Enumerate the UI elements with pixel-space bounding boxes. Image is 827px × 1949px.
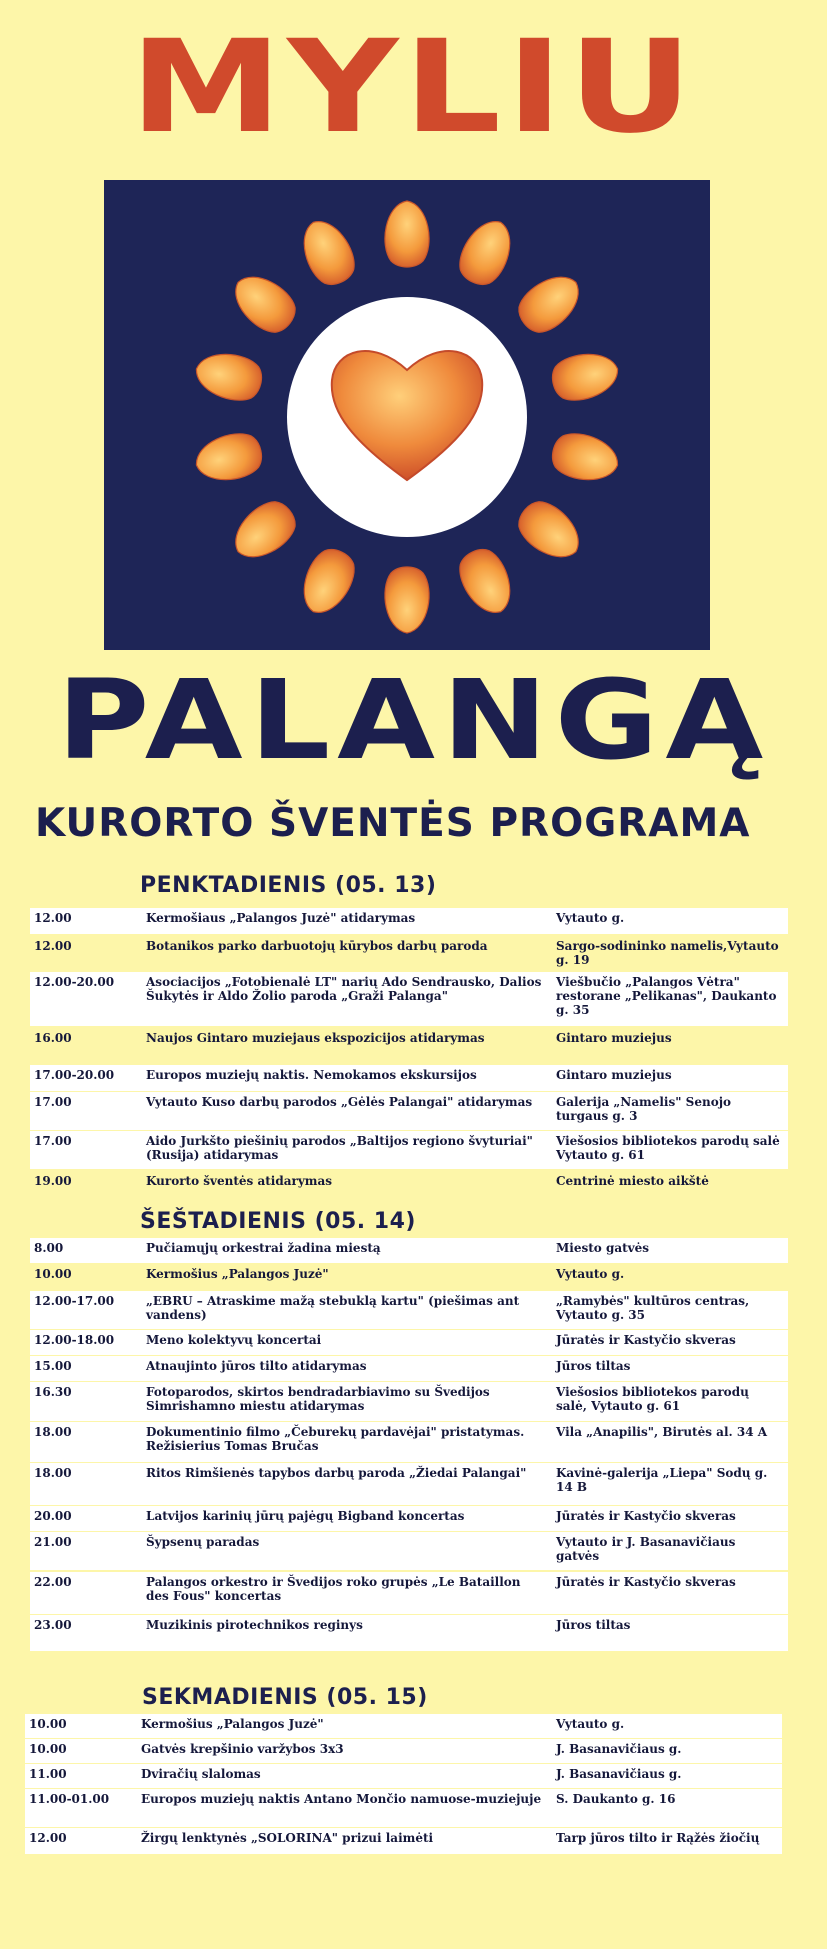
program-title: KURORTO ŠVENTĖS PROGRAMA	[35, 801, 751, 846]
event-location: Kavinė-galerija „Liepa" Sodų g. 14 B	[556, 1466, 768, 1494]
day-heading: ŠEŠTADIENIS (05. 14)	[140, 1209, 416, 1234]
schedule-row	[30, 972, 788, 1026]
sun-heart-artwork	[104, 180, 710, 650]
schedule-row	[30, 1615, 788, 1651]
event-location: Vytauto g.	[556, 1717, 625, 1731]
schedule-row	[30, 1506, 788, 1531]
event-description: Dokumentinio filmo „Čeburekų pardavėjai" pristatymas. Režisierius Tomas Bručas	[146, 1425, 525, 1453]
schedule-row	[30, 908, 788, 934]
event-description: Aido Jurkšto piešinių parodos „Baltijos regiono švyturiai" (Rusija) atidarymas	[146, 1134, 533, 1162]
event-time: 17.00-20.00	[34, 1068, 115, 1082]
event-location: Jūros tiltas	[556, 1359, 631, 1373]
schedule-row	[25, 1828, 782, 1854]
event-time: 17.00	[34, 1134, 72, 1148]
schedule-row	[30, 1422, 788, 1462]
event-location: Vytauto g.	[556, 1267, 625, 1281]
event-time: 10.00	[34, 1267, 72, 1281]
schedule-row	[30, 1382, 788, 1421]
sun-petal	[548, 429, 622, 487]
sun-petal	[452, 213, 520, 292]
sun-petal	[224, 265, 303, 341]
event-description: Botanikos parko darbuotojų kūrybos darbų paroda	[146, 939, 488, 953]
event-time: 11.00-01.00	[29, 1792, 110, 1806]
event-location: Galerija „Namelis" Senojo turgaus g. 3	[556, 1095, 732, 1123]
sun-petal	[511, 265, 590, 341]
schedule-row	[30, 1171, 788, 1197]
event-location: Viešosios bibliotekos parodų salė, Vytauto g. 61	[556, 1385, 749, 1413]
sun-heart-illustration	[104, 180, 710, 650]
event-description: Europos muziejų naktis Antano Mončio namuose-muziejuje	[141, 1792, 542, 1806]
schedule-row	[30, 1092, 788, 1130]
event-location: Vila „Anapilis", Birutės al. 34 A	[556, 1425, 768, 1439]
event-description: Žirgų lenktynės „SOLORINA" prizui laimėti	[141, 1831, 434, 1845]
event-location: Vytauto ir J. Basanavičiaus gatvės	[556, 1535, 736, 1563]
sun-petal	[548, 347, 622, 405]
schedule-row	[30, 1238, 788, 1263]
schedule-row	[30, 1065, 788, 1091]
event-description: Kermošius „Palangos Juzė"	[146, 1267, 329, 1281]
event-description: Naujos Gintaro muziejaus ekspozicijos atidarymas	[146, 1031, 485, 1045]
schedule-row	[30, 936, 788, 969]
event-location: S. Daukanto g. 16	[556, 1792, 676, 1806]
event-time: 18.00	[34, 1466, 72, 1480]
event-time: 21.00	[34, 1535, 72, 1549]
schedule-row	[30, 1463, 788, 1505]
event-time: 12.00	[34, 939, 72, 953]
poster-title-top: MYLIU	[129, 13, 698, 162]
sun-petal	[385, 201, 429, 267]
event-time: 12.00-20.00	[34, 975, 115, 989]
event-description: Šypsenų paradas	[146, 1535, 260, 1549]
event-time: 15.00	[34, 1359, 72, 1373]
sun-petal	[511, 493, 590, 569]
event-time: 16.30	[34, 1385, 72, 1399]
schedule-row	[30, 1028, 788, 1062]
event-description: Gatvės krepšinio varžybos 3x3	[141, 1742, 344, 1756]
sun-petal	[192, 429, 266, 487]
event-time: 17.00	[34, 1095, 72, 1109]
event-description: Fotoparodos, skirtos bendradarbiavimo su Švedijos Simrishamno miestu atidarymas	[146, 1385, 490, 1413]
day-heading: PENKTADIENIS (05. 13)	[140, 873, 437, 898]
schedule-row	[30, 1356, 788, 1381]
event-time: 11.00	[29, 1767, 67, 1781]
event-description: Atnaujinto jūros tilto atidarymas	[146, 1359, 367, 1373]
schedule-row	[30, 1131, 788, 1169]
sun-petal	[293, 543, 361, 622]
event-location: Jūratės ir Kastyčio skveras	[556, 1575, 736, 1589]
event-location: Jūratės ir Kastyčio skveras	[556, 1333, 736, 1347]
event-description: Meno kolektyvų koncertai	[146, 1333, 322, 1347]
schedule-row	[30, 1330, 788, 1355]
schedule-row	[25, 1764, 782, 1788]
event-description: Kermošius „Palangos Juzė"	[141, 1717, 324, 1731]
event-location: Tarp jūros tilto ir Rąžės žiočių	[556, 1831, 760, 1845]
event-description: Europos muziejų naktis. Nemokamos ekskursijos	[146, 1068, 477, 1082]
event-location: „Ramybės" kultūros centras, Vytauto g. 35	[556, 1294, 750, 1322]
schedule-row	[30, 1572, 788, 1614]
day-heading: SEKMADIENIS (05. 15)	[142, 1685, 428, 1710]
sun-petal	[192, 347, 266, 405]
event-location: J. Basanavičiaus g.	[556, 1742, 682, 1756]
event-time: 12.00-17.00	[34, 1294, 115, 1308]
schedule-row	[25, 1739, 782, 1763]
schedule-row	[30, 1291, 788, 1329]
schedule-row	[30, 1532, 788, 1570]
event-location: Jūros tiltas	[556, 1618, 631, 1632]
event-time: 23.00	[34, 1618, 72, 1632]
event-location: Jūratės ir Kastyčio skveras	[556, 1509, 736, 1523]
event-time: 18.00	[34, 1425, 72, 1439]
event-location: J. Basanavičiaus g.	[556, 1767, 682, 1781]
event-description: Ritos Rimšienės tapybos darbų paroda „Žiedai Palangai"	[146, 1466, 527, 1480]
event-time: 19.00	[34, 1174, 72, 1188]
event-location: Viešbučio „Palangos Vėtra" restorane „Pelikanas", Daukanto g. 35	[556, 975, 777, 1017]
event-time: 22.00	[34, 1575, 72, 1589]
sun-petal	[224, 493, 303, 569]
event-location: Sargo-sodininko namelis,Vytauto g. 19	[556, 939, 779, 967]
schedule-row	[25, 1714, 782, 1738]
event-description: Pučiamųjų orkestrai žadina miestą	[146, 1241, 381, 1255]
event-description: Asociacijos „Fotobienalė LT" narių Ado Sendrausko, Dalios Šukytės ir Aldo Žolio paroda „Graži Palanga"	[146, 975, 542, 1003]
event-location: Vytauto g.	[556, 911, 625, 925]
event-time: 10.00	[29, 1742, 67, 1756]
event-time: 12.00	[34, 911, 72, 925]
event-time: 12.00-18.00	[34, 1333, 115, 1347]
event-location: Gintaro muziejus	[556, 1068, 672, 1082]
event-description: „EBRU – Atraskime mažą stebuklą kartu" (piešimas ant vandens)	[146, 1294, 520, 1322]
poster-title-bottom: PALANGĄ	[56, 656, 771, 784]
sun-petal	[452, 543, 520, 622]
schedule-row	[30, 1264, 788, 1290]
event-description: Dviračių slalomas	[141, 1767, 261, 1781]
event-description: Kurorto šventės atidarymas	[146, 1174, 333, 1188]
event-description: Vytauto Kuso darbų parodos „Gėlės Palangai" atidarymas	[146, 1095, 533, 1109]
sun-petal	[385, 567, 429, 633]
event-time: 8.00	[34, 1241, 64, 1255]
event-time: 12.00	[29, 1831, 67, 1845]
sun-petal	[293, 213, 361, 292]
event-description: Latvijos karinių jūrų pajėgų Bigband koncertas	[146, 1509, 465, 1523]
event-description: Palangos orkestro ir Švedijos roko grupės „Le Bataillon des Fous" koncertas	[146, 1575, 521, 1603]
event-time: 20.00	[34, 1509, 72, 1523]
event-location: Miesto gatvės	[556, 1241, 650, 1255]
event-location: Centrinė miesto aikštė	[556, 1174, 709, 1188]
event-description: Kermošiaus „Palangos Juzė" atidarymas	[146, 911, 416, 925]
event-time: 10.00	[29, 1717, 67, 1731]
event-description: Muzikinis pirotechnikos reginys	[146, 1618, 363, 1632]
event-location: Gintaro muziejus	[556, 1031, 672, 1045]
event-location: Viešosios bibliotekos parodų salė Vytauto g. 61	[556, 1134, 780, 1162]
schedule-row	[25, 1789, 782, 1827]
event-time: 16.00	[34, 1031, 72, 1045]
